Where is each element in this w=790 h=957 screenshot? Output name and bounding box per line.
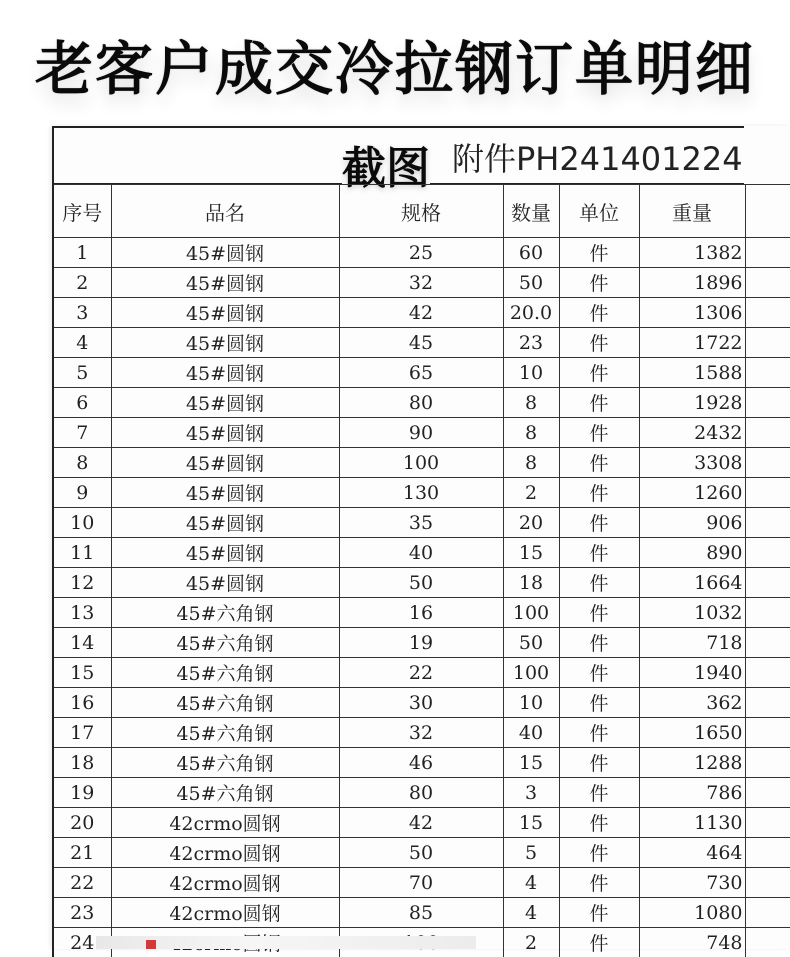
cell-spec: 25 [339, 238, 503, 268]
cell-qty: 23 [503, 328, 559, 358]
cell-weight: 1260 [639, 478, 745, 508]
header-spec: 规格 [339, 185, 503, 238]
cell-no: 16 [53, 688, 111, 718]
cell-qty: 15 [503, 748, 559, 778]
table-row [53, 808, 790, 838]
header-unit: 单位 [559, 185, 639, 238]
cell-no: 15 [53, 658, 111, 688]
cell-weight: 730 [639, 868, 745, 898]
cell-extra [745, 478, 790, 508]
cell-spec: 16 [339, 598, 503, 628]
cell-extra [745, 298, 790, 328]
cell-qty: 15 [503, 538, 559, 568]
table-row [53, 568, 790, 598]
red-mark [146, 940, 156, 949]
cell-spec: 35 [339, 508, 503, 538]
cell-unit: 件 [559, 538, 639, 568]
header-name: 品名 [111, 185, 339, 238]
cell-name: 45#圆钢 [111, 298, 339, 328]
cell-weight: 1080 [639, 898, 745, 928]
cell-weight: 1032 [639, 598, 745, 628]
cell-no: 12 [53, 568, 111, 598]
cell-unit: 件 [559, 808, 639, 838]
table-row [53, 328, 790, 358]
cell-no: 6 [53, 388, 111, 418]
cell-qty: 10 [503, 688, 559, 718]
cell-spec: 46 [339, 748, 503, 778]
table-row [53, 658, 790, 688]
cell-weight: 1928 [639, 388, 745, 418]
cell-spec: 32 [339, 718, 503, 748]
cell-unit: 件 [559, 508, 639, 538]
cell-unit: 件 [559, 868, 639, 898]
cell-qty: 50 [503, 628, 559, 658]
cell-weight: 718 [639, 628, 745, 658]
cell-name: 45#圆钢 [111, 478, 339, 508]
cell-no: 20 [53, 808, 111, 838]
cell-qty: 8 [503, 418, 559, 448]
cell-extra [745, 508, 790, 538]
cell-unit: 件 [559, 748, 639, 778]
header-qty: 数量 [503, 185, 559, 238]
cell-name: 45#六角钢 [111, 688, 339, 718]
cell-extra [745, 688, 790, 718]
cell-qty: 40 [503, 718, 559, 748]
cell-extra [745, 628, 790, 658]
cell-weight: 464 [639, 838, 745, 868]
cell-spec: 32 [339, 268, 503, 298]
cell-name: 42crmo圆钢 [111, 838, 339, 868]
cell-unit: 件 [559, 358, 639, 388]
cell-no: 1 [53, 238, 111, 268]
cell-name: 45#圆钢 [111, 418, 339, 448]
cell-no: 19 [53, 778, 111, 808]
cell-extra [745, 328, 790, 358]
cell-qty: 4 [503, 868, 559, 898]
attachment-title: 附件PH241401224 [452, 134, 743, 180]
cell-spec: 65 [339, 358, 503, 388]
cell-no: 8 [53, 448, 111, 478]
cell-weight: 906 [639, 508, 745, 538]
cell-spec: 80 [339, 388, 503, 418]
cell-no: 21 [53, 838, 111, 868]
cell-name: 45#圆钢 [111, 238, 339, 268]
cell-unit: 件 [559, 718, 639, 748]
cell-extra [745, 658, 790, 688]
cell-unit: 件 [559, 298, 639, 328]
cell-extra [745, 898, 790, 928]
table-row [53, 598, 790, 628]
cell-weight: 748 [639, 928, 745, 957]
cell-unit: 件 [559, 778, 639, 808]
table-row [53, 298, 790, 328]
cell-spec: 50 [339, 568, 503, 598]
cell-extra [745, 748, 790, 778]
cell-spec: 90 [339, 418, 503, 448]
cell-weight: 1306 [639, 298, 745, 328]
cell-name: 45#六角钢 [111, 778, 339, 808]
cell-unit: 件 [559, 688, 639, 718]
cell-name: 45#圆钢 [111, 448, 339, 478]
cell-unit: 件 [559, 448, 639, 478]
table-body [53, 238, 790, 957]
cell-spec: 19 [339, 628, 503, 658]
cell-weight: 1288 [639, 748, 745, 778]
cell-qty: 60 [503, 238, 559, 268]
cell-no: 22 [53, 868, 111, 898]
cell-unit: 件 [559, 418, 639, 448]
cell-extra [745, 598, 790, 628]
cell-unit: 件 [559, 598, 639, 628]
cell-unit: 件 [559, 268, 639, 298]
cell-name: 45#六角钢 [111, 658, 339, 688]
cell-name: 45#圆钢 [111, 388, 339, 418]
cell-extra [745, 388, 790, 418]
cell-extra [745, 778, 790, 808]
cell-no: 2 [53, 268, 111, 298]
cell-qty: 8 [503, 448, 559, 478]
page-headline: 老客户成交冷拉钢订单明细 [0, 22, 790, 106]
cell-no: 5 [53, 358, 111, 388]
cell-extra [745, 448, 790, 478]
cell-weight: 786 [639, 778, 745, 808]
table-row [53, 448, 790, 478]
table-row [53, 268, 790, 298]
order-sheet [52, 126, 790, 949]
cell-weight: 1896 [639, 268, 745, 298]
cell-qty: 4 [503, 898, 559, 928]
cell-weight: 1940 [639, 658, 745, 688]
cell-no: 4 [53, 328, 111, 358]
cell-spec: 50 [339, 838, 503, 868]
cell-spec: 42 [339, 808, 503, 838]
cell-weight: 890 [639, 538, 745, 568]
table-row [53, 478, 790, 508]
cell-name: 45#六角钢 [111, 718, 339, 748]
order-table [52, 184, 790, 957]
cell-name: 45#圆钢 [111, 508, 339, 538]
cell-weight: 1130 [639, 808, 745, 838]
cell-qty: 20 [503, 508, 559, 538]
table-row [53, 538, 790, 568]
table-row [53, 508, 790, 538]
table-header-row [53, 185, 790, 238]
cell-qty: 3 [503, 778, 559, 808]
cell-qty: 2 [503, 928, 559, 957]
cell-no: 9 [53, 478, 111, 508]
cell-qty: 8 [503, 388, 559, 418]
cell-no: 17 [53, 718, 111, 748]
cell-spec: 45 [339, 328, 503, 358]
cell-spec: 70 [339, 868, 503, 898]
table-row [53, 238, 790, 268]
cell-extra [745, 808, 790, 838]
cell-spec: 42 [339, 298, 503, 328]
cell-extra [745, 238, 790, 268]
cell-weight: 1588 [639, 358, 745, 388]
cell-unit: 件 [559, 838, 639, 868]
cell-extra [745, 868, 790, 898]
cell-weight: 1650 [639, 718, 745, 748]
cell-spec: 130 [339, 478, 503, 508]
cell-name: 45#圆钢 [111, 358, 339, 388]
cell-no: 24 [53, 928, 111, 957]
cell-weight: 1664 [639, 568, 745, 598]
table-row [53, 418, 790, 448]
cell-extra [745, 928, 790, 957]
cell-qty: 10 [503, 358, 559, 388]
table-row [53, 388, 790, 418]
cell-weight: 1382 [639, 238, 745, 268]
header-no: 序号 [53, 185, 111, 238]
cell-no: 13 [53, 598, 111, 628]
cell-no: 14 [53, 628, 111, 658]
cell-name: 45#圆钢 [111, 328, 339, 358]
cell-extra [745, 268, 790, 298]
cell-no: 23 [53, 898, 111, 928]
cell-name: 42crmo圆钢 [111, 868, 339, 898]
cell-qty: 15 [503, 808, 559, 838]
cell-name: 45#圆钢 [111, 568, 339, 598]
cell-name: 45#六角钢 [111, 598, 339, 628]
table-row [53, 358, 790, 388]
cell-unit: 件 [559, 898, 639, 928]
cell-no: 11 [53, 538, 111, 568]
cell-qty: 50 [503, 268, 559, 298]
cell-qty: 100 [503, 598, 559, 628]
cell-extra [745, 568, 790, 598]
table-row [53, 898, 790, 928]
table-row [53, 718, 790, 748]
cell-name: 42crmo圆钢 [111, 898, 339, 928]
cell-unit: 件 [559, 328, 639, 358]
cell-no: 18 [53, 748, 111, 778]
cell-no: 3 [53, 298, 111, 328]
cell-weight: 362 [639, 688, 745, 718]
cell-spec: 40 [339, 538, 503, 568]
table-row [53, 868, 790, 898]
cell-spec: 22 [339, 658, 503, 688]
cell-extra [745, 538, 790, 568]
cell-qty: 2 [503, 478, 559, 508]
cell-name: 45#圆钢 [111, 538, 339, 568]
cell-unit: 件 [559, 928, 639, 957]
table-row [53, 838, 790, 868]
cell-weight: 3308 [639, 448, 745, 478]
cell-unit: 件 [559, 628, 639, 658]
header-extra [745, 185, 790, 238]
cell-spec: 30 [339, 688, 503, 718]
table-row [53, 688, 790, 718]
cell-name: 45#六角钢 [111, 628, 339, 658]
cell-spec: 80 [339, 778, 503, 808]
cell-unit: 件 [559, 568, 639, 598]
cell-name: 42crmo圆钢 [111, 808, 339, 838]
cell-name: 45#六角钢 [111, 748, 339, 778]
sheet-title-row [52, 126, 744, 184]
cell-spec: 100 [339, 448, 503, 478]
screenshot-stamp: 截图 [342, 132, 430, 196]
header-weight: 重量 [639, 185, 745, 238]
cell-spec: 85 [339, 898, 503, 928]
cell-extra [745, 418, 790, 448]
cell-qty: 18 [503, 568, 559, 598]
cell-weight: 2432 [639, 418, 745, 448]
cell-unit: 件 [559, 388, 639, 418]
cell-weight: 1722 [639, 328, 745, 358]
cell-name: 45#圆钢 [111, 268, 339, 298]
cell-qty: 5 [503, 838, 559, 868]
cell-no: 7 [53, 418, 111, 448]
cell-extra [745, 358, 790, 388]
cell-unit: 件 [559, 238, 639, 268]
cell-unit: 件 [559, 478, 639, 508]
table-row [53, 748, 790, 778]
cell-extra [745, 718, 790, 748]
cell-no: 10 [53, 508, 111, 538]
cell-qty: 20.0 [503, 298, 559, 328]
table-row [53, 628, 790, 658]
table-row [53, 778, 790, 808]
cell-extra [745, 838, 790, 868]
cell-unit: 件 [559, 658, 639, 688]
cell-qty: 100 [503, 658, 559, 688]
